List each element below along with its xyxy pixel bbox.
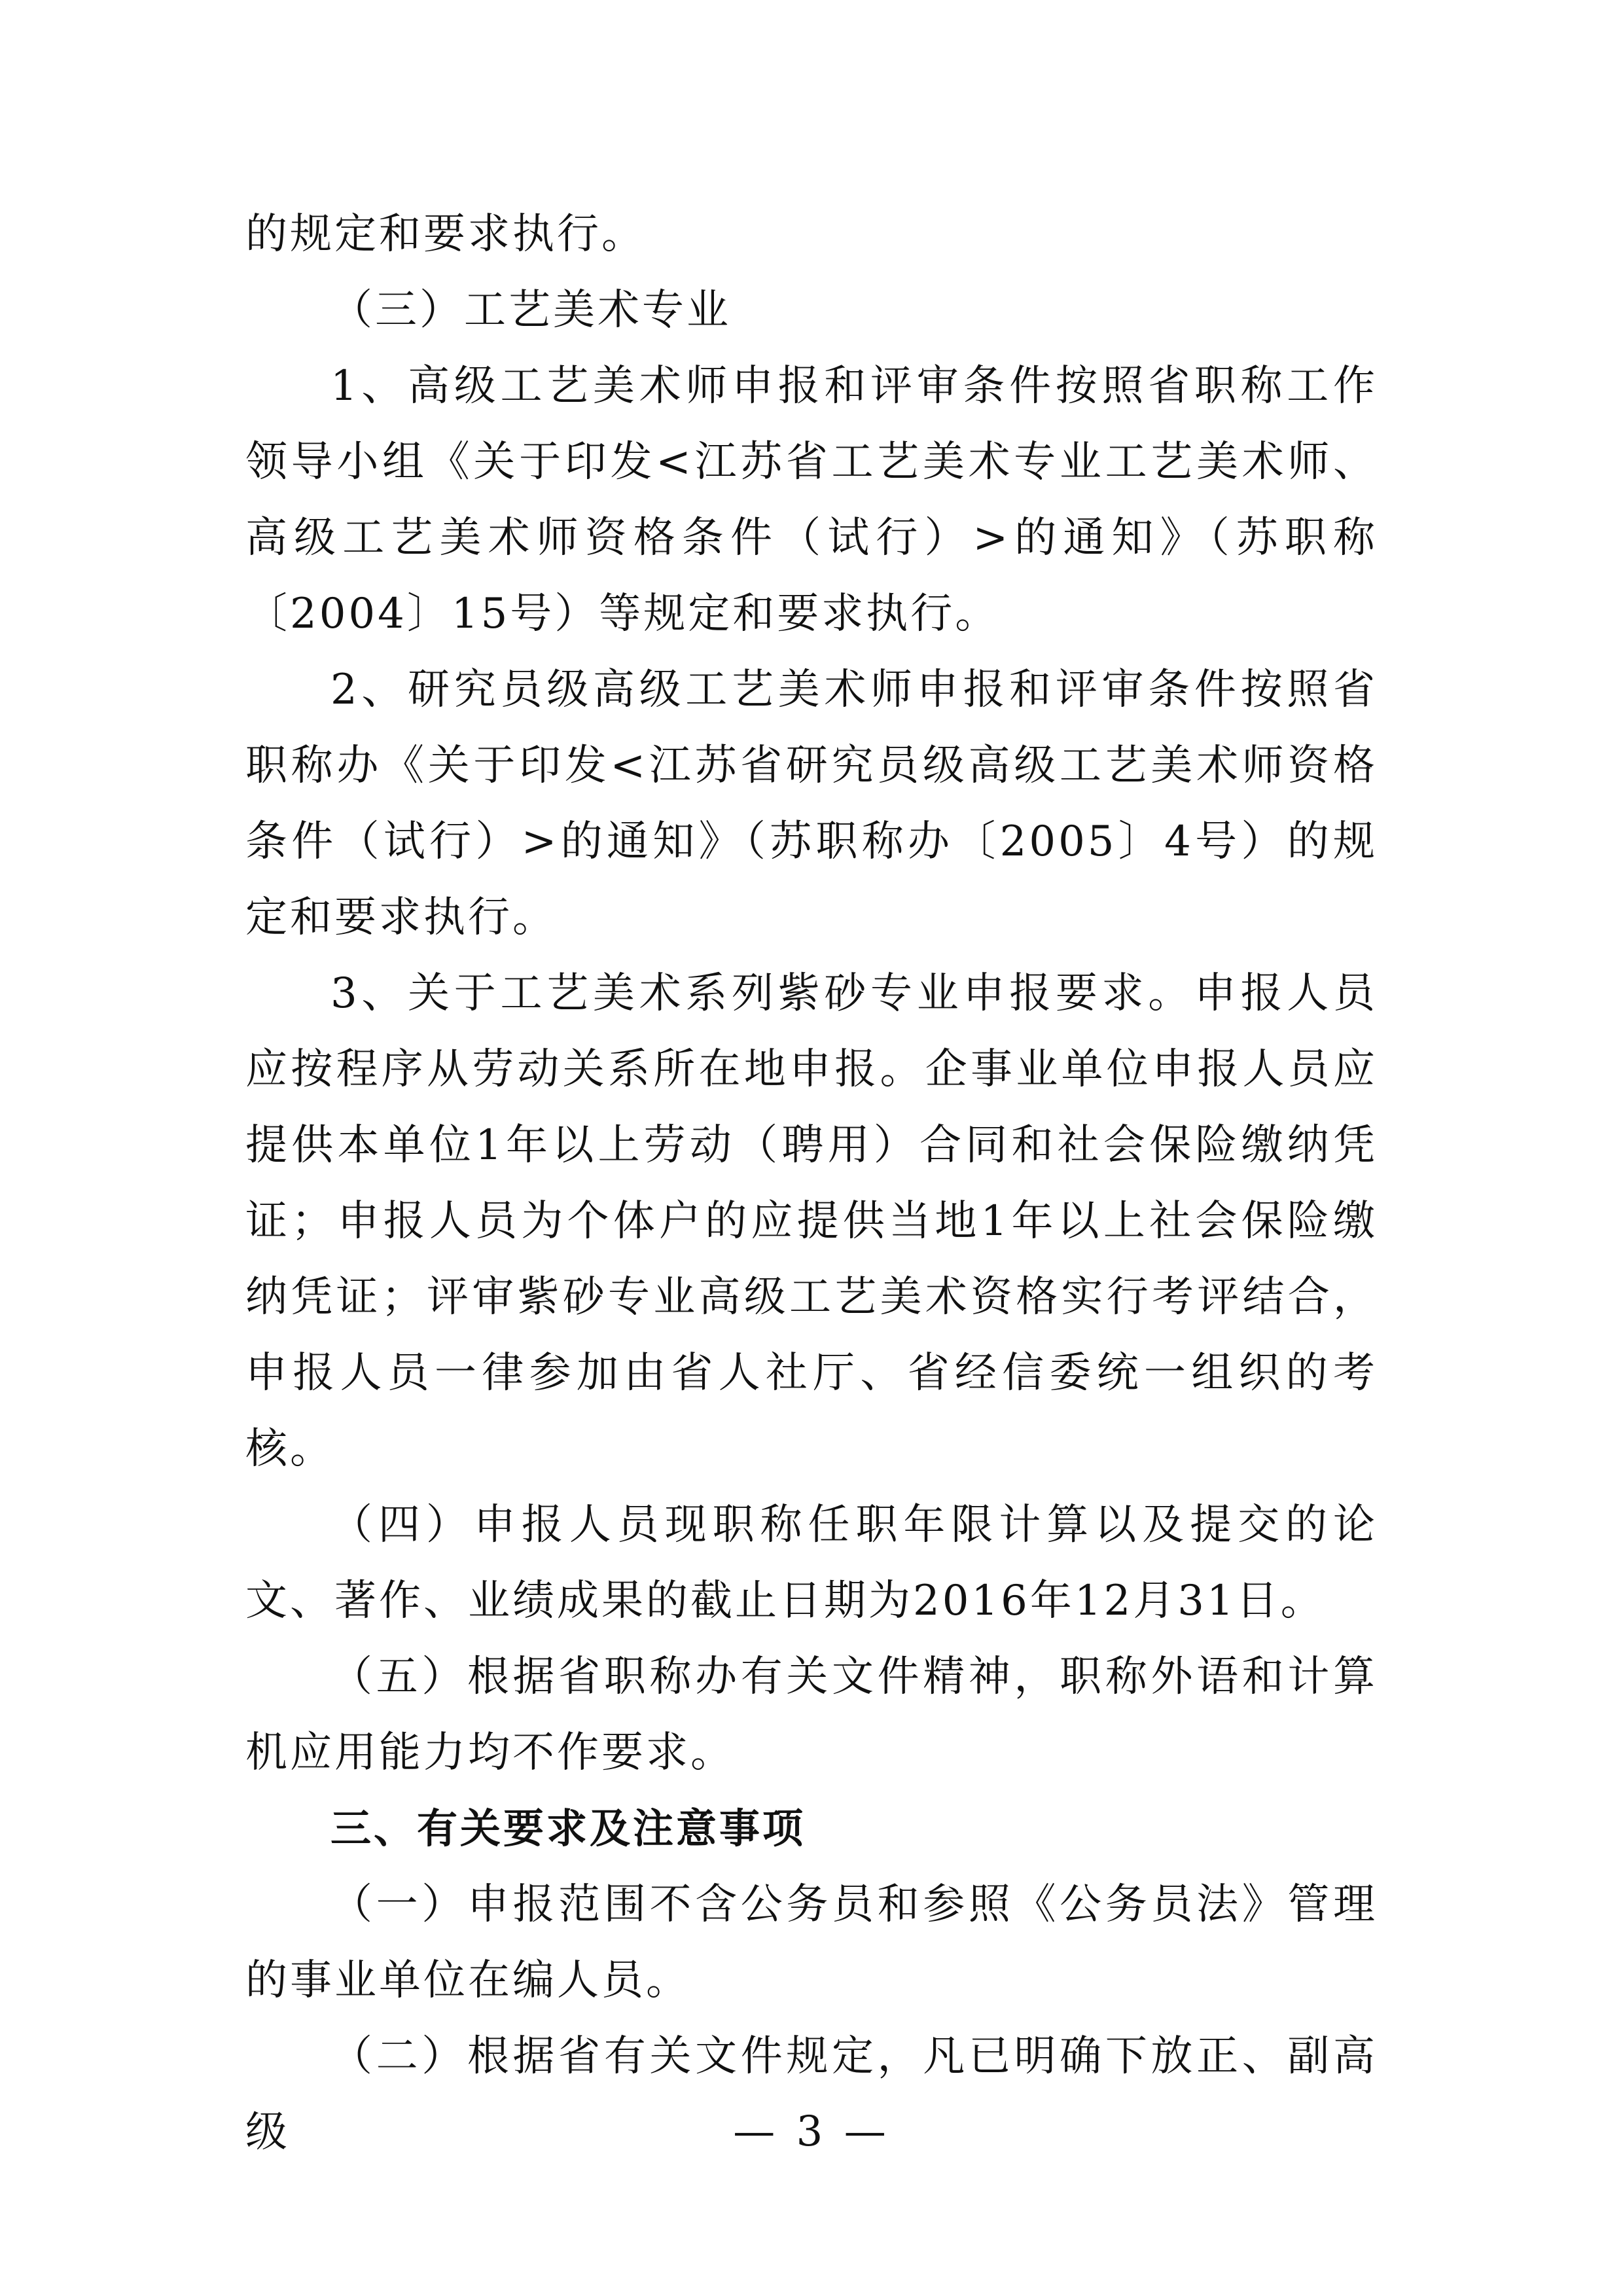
paragraph-section-5: （五）根据省职称办有关文件精神，职称外语和计算机应用能力均不作要求。 [245,1653,1378,1777]
subheading-crafts-major: （三）工艺美术专业 [330,286,731,334]
paragraph-section-4: （四）申报人员现职称任职年限计算以及提交的论文、著作、业绩成果的截止日期为2016年12月31日。 [245,1501,1378,1625]
document-body [245,196,1378,2170]
paragraph-continuation: 的规定和要求执行。 [245,210,646,259]
paragraph-item-2: 2、研究员级高级工艺美术师申报和评审条件按照省职称办《关于印发<江苏省研究员级高级工艺美术师资格条件（试行）>的通知》（苏职称办〔2005〕4号）的规定和要求执行。 [245,666,1378,942]
paragraph-item-3: 3、关于工艺美术系列紫砂专业申报要求。申报人员应按程序从劳动关系所在地申报。企事业单位申报人员应提供本单位1年以上劳动（聘用）合同和社会保险缴纳凭证；申报人员为个体户的应提供当地1年以上社会保险缴纳凭证；评审紫砂专业高级工艺美术资格实行考评结合，申报人员一律参加由省人社厅、省经信委统一组织的考核。 [245,969,1378,1473]
page-number: — 3 — [733,2108,890,2156]
paragraph-requirement-2: （二）根据省有关文件规定，凡已明确下放正、副高级 [245,2032,1378,2157]
section-heading-3: 三、有关要求及注意事项 [330,1804,806,1852]
paragraph-requirement-1: （一）申报范围不含公务员和参照《公务员法》管理的事业单位在编人员。 [245,1880,1378,2005]
paragraph-item-1: 1、高级工艺美术师申报和评审条件按照省职称工作领导小组《关于印发<江苏省工艺美术专业工艺美术师、高级工艺美术师资格条件（试行）>的通知》（苏职称〔2004〕15号）等规定和要求执行。 [245,362,1378,638]
